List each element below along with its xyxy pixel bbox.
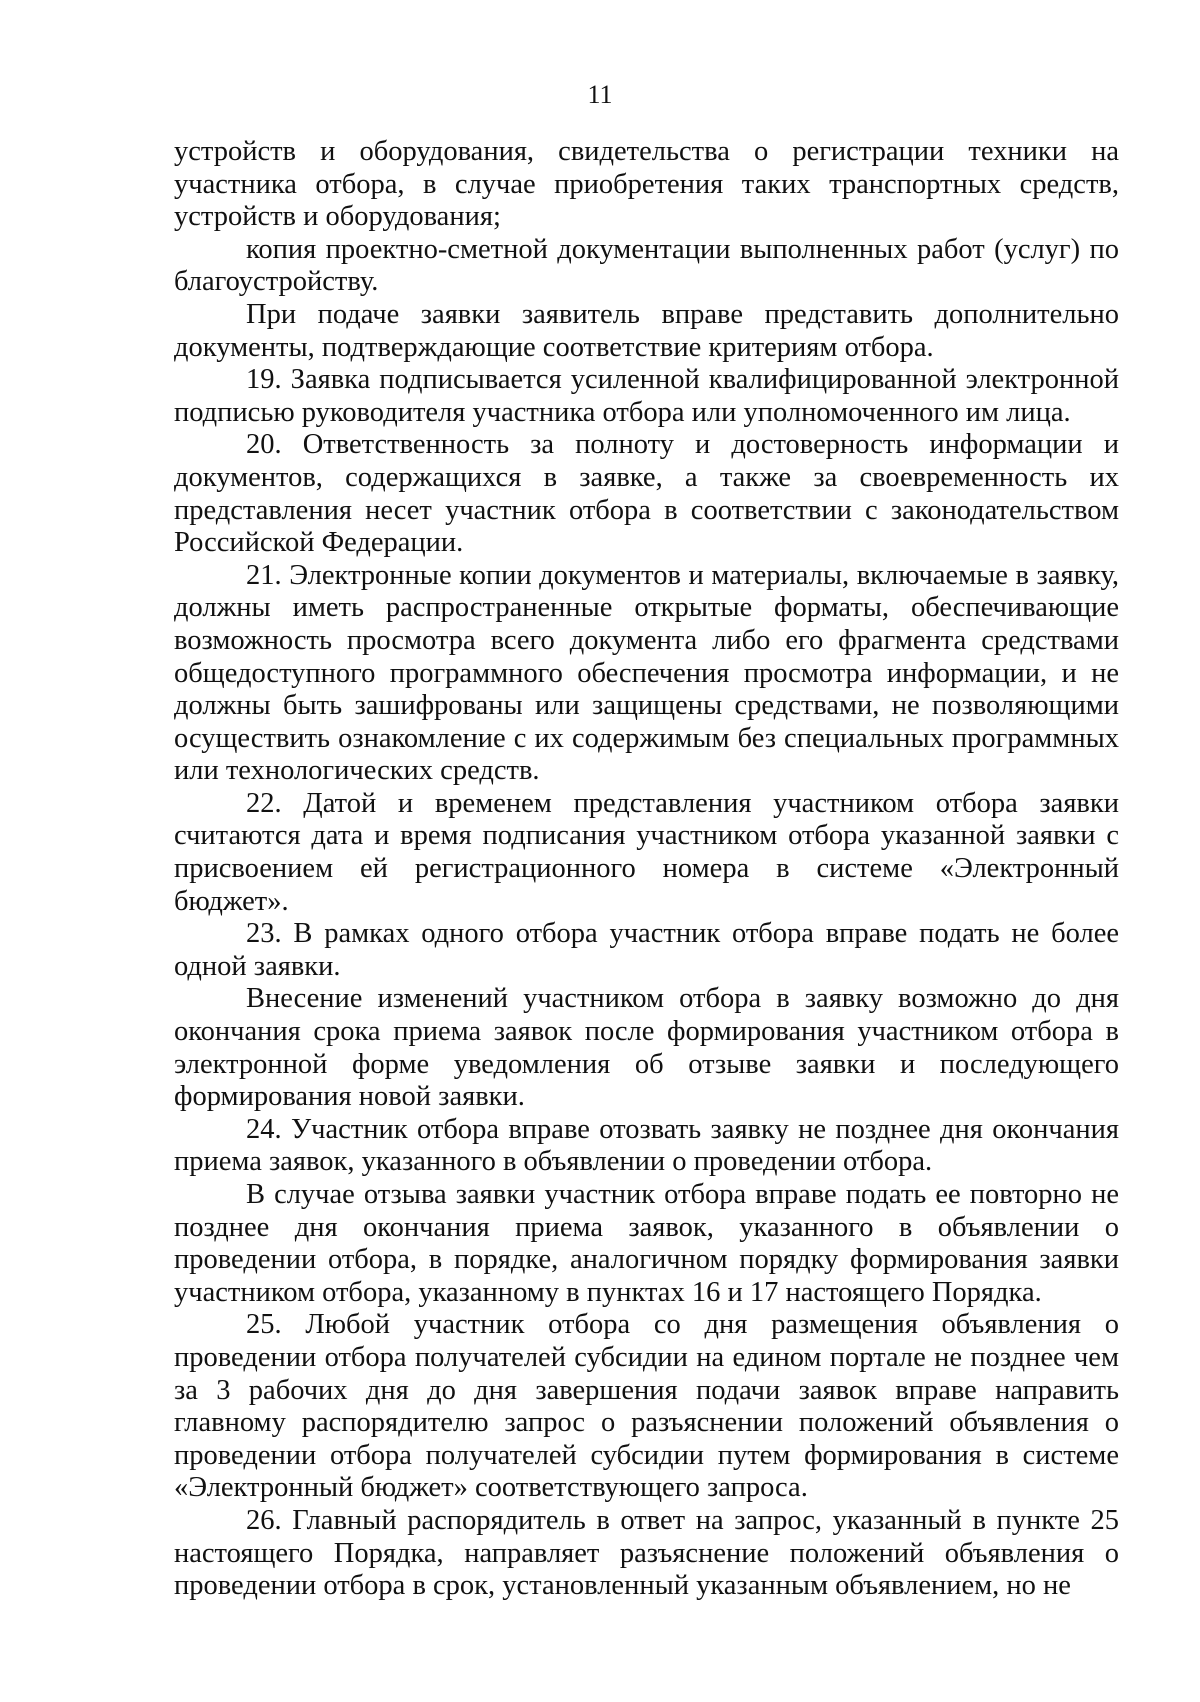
paragraph-continuation: устройств и оборудования, свидетельства о регистрации техники на участника отбора, в случае приобретения таких транспортных средств, устройств и оборудования; <box>174 136 1119 233</box>
paragraph-19: 19. Заявка подписывается усиленной квалифицированной электронной подписью руководителя участника отбора или уполномоченного им лица. <box>174 364 1119 428</box>
paragraph-21: 21. Электронные копии документов и материалы, включаемые в заявку, должны иметь распространенные открытые форматы, обеспечивающие возможность просмотра всего документа либо его фрагмента средствами общедоступного программного обеспечения просмотра информации, и не должны быть зашифрованы или защищены средствами, не позволяющими осуществить ознакомление с их содержимым без специальных программных или технологических средств. <box>174 559 1119 787</box>
paragraph-23-changes: Внесение изменений участником отбора в заявку возможно до дня окончания срока приема заявок после формирования участником отбора в электронной форме уведомления об отзыве заявки и последующего формирования новой заявки. <box>174 983 1119 1113</box>
paragraph-26: 26. Главный распорядитель в ответ на запрос, указанный в пункте 25 настоящего Порядка, направляет разъяснение положений объявления о проведении отбора в срок, установленный указанным объявлением, но не <box>174 1504 1119 1602</box>
paragraph-additional-docs: При подаче заявки заявитель вправе представить дополнительно документы, подтверждающие соответствие критериям отбора. <box>174 298 1119 363</box>
paragraph-24-resubmit: В случае отзыва заявки участник отбора вправе подать ее повторно не позднее дня окончания приема заявок, указанного в объявлении о проведении отбора, в порядке, аналогичном порядку формирования заявки участником отбора, указанному в пунктах 16 и 17 настоящего Порядка. <box>174 1179 1119 1308</box>
paragraph-22: 22. Датой и временем представления участником отбора заявки считаются дата и время подписания участником отбора указанной заявки с присвоением ей регистрационного номера в системе «Электронный бюджет». <box>174 787 1119 917</box>
paragraph-design-docs: копия проектно-сметной документации выполненных работ (услуг) по благоустройству. <box>174 233 1119 298</box>
page-number: 11 <box>587 80 613 109</box>
document-body <box>174 136 1119 1603</box>
paragraph-25: 25. Любой участник отбора со дня размещения объявления о проведении отбора получателей субсидии на едином портале не позднее чем за 3 рабочих дня до дня завершения подачи заявок вправе направить главному распорядителю запрос о разъяснении положений объявления о проведении отбора получателей субсидии путем формирования в системе «Электронный бюджет» соответствующего запроса. <box>174 1309 1119 1504</box>
paragraph-20: 20. Ответственность за полноту и достоверность информации и документов, содержащихся в заявке, а также за своевременность их представления несет участник отбора в соответствии с законодательством Российской Федерации. <box>174 429 1119 559</box>
paragraph-24: 24. Участник отбора вправе отозвать заявку не позднее дня окончания приема заявок, указанного в объявлении о проведении отбора. <box>174 1113 1119 1178</box>
paragraph-23: 23. В рамках одного отбора участник отбора вправе подать не более одной заявки. <box>174 918 1119 982</box>
